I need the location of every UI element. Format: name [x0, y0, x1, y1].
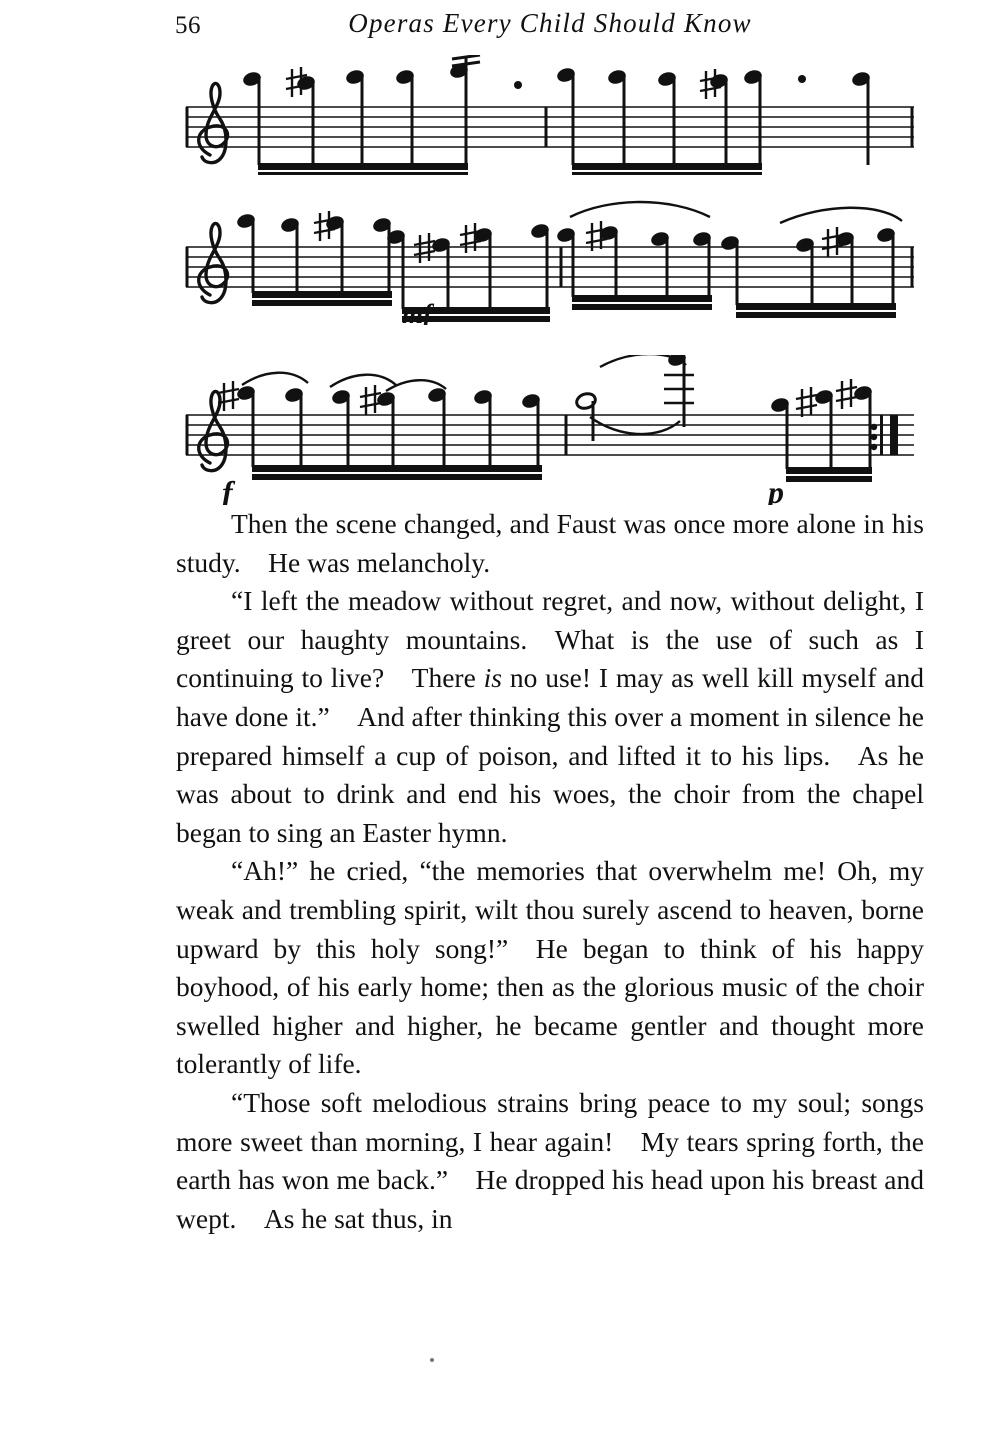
dynamic-piano: p: [768, 474, 784, 505]
page-number: 56: [175, 12, 201, 39]
body-text: [176, 505, 924, 1238]
music-system-2: [180, 195, 920, 325]
paragraph-3: “Ah!” he cried, “the memories that overwhelm me! Oh, my weak and trembling spirit, wilt thou surely ascend to heaven, borne upward by this holy song!” He began to think of his happy boyhood, of his early home; then as the glorious music of the choir swelled higher and higher, he became gentler and thought more tolerantly of life.: [176, 855, 924, 1080]
book-title: Operas Every Child Should Know: [348, 8, 752, 38]
staff-3: [180, 355, 920, 505]
treble-clef-icon: [199, 223, 228, 302]
treble-clef-icon: [199, 83, 228, 162]
dynamic-forte: f: [222, 474, 233, 505]
staff-1: [180, 55, 920, 175]
staff-2: [180, 195, 920, 325]
music-system-3: [180, 355, 920, 505]
paragraph-2: “I left the meadow without regret, and now, without delight, I greet our haughty mountains. What is the use of such as I continuing to live? There is no use! I may as well kill myself and have done it.” And after thinking this over a moment in silence he prepared himself a cup of poison, and lifted it to his lips. As he was about to drink and end his woes, the choir from the chapel began to sing an Easter hymn.: [176, 585, 925, 848]
paragraph-4: “Those soft melodious strains bring peace to my soul; songs more sweet than morning, I hear again! My tears spring forth, the earth has won me back.” He dropped his head upon his breast and wept. As he sat thus, in: [176, 1086, 924, 1234]
page-artifact-dot: [430, 1358, 434, 1362]
dynamic-mf: mf: [402, 299, 432, 325]
emphasised-word: is: [483, 662, 502, 694]
paragraph-1: Then the scene changed, and Faust was once more alone in his study. He was melancholy.: [176, 508, 924, 578]
music-system-1: [180, 55, 920, 175]
music-notation: [180, 55, 920, 505]
running-head: [175, 8, 925, 48]
